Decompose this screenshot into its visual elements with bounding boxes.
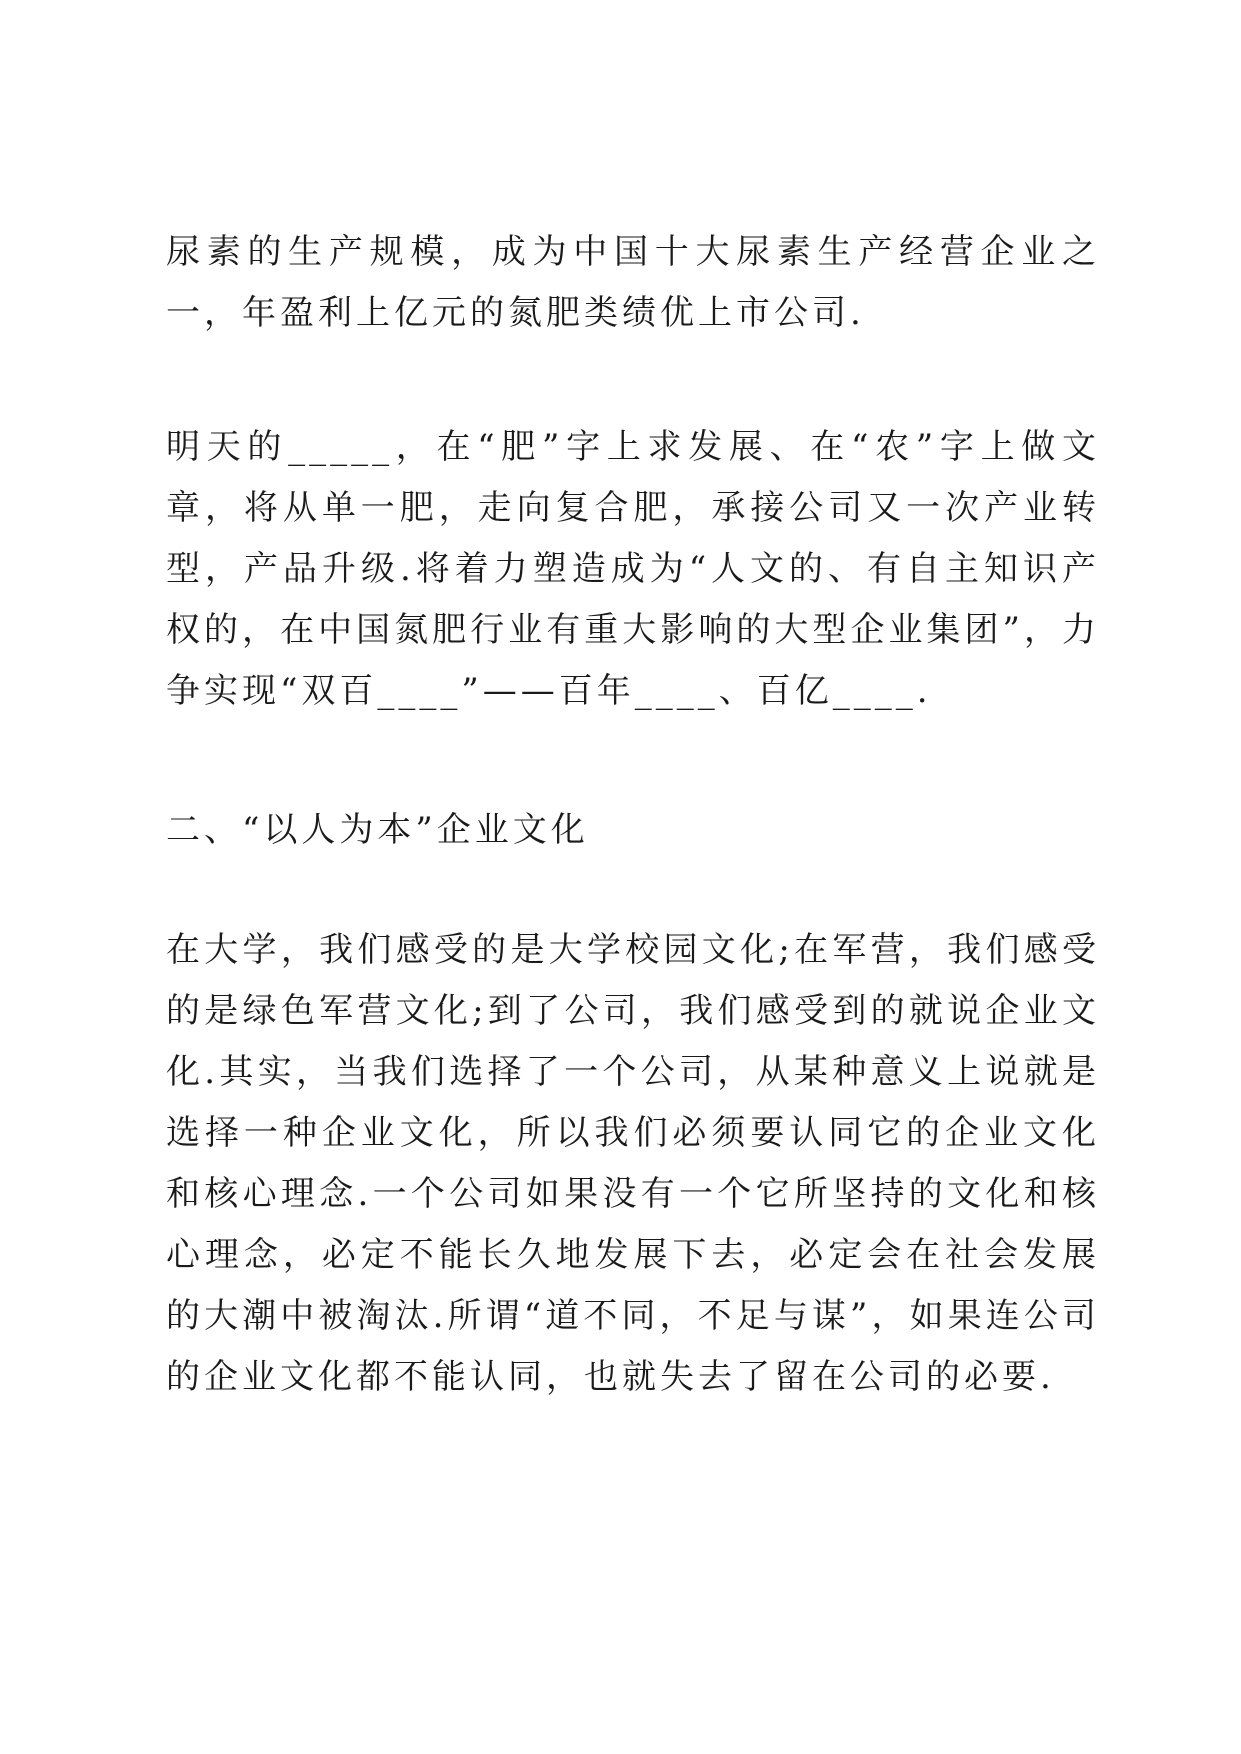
paragraph-future-development: 明天的_____，在“肥”字上求发展、在“农”字上做文章，将从单一肥，走向复合肥，承接公司又一次产业转型，产品升级.将着力塑造成为“人文的、有自主知识产权的，在中国氮肥行业有重大影响的大型企业集团”，力争实现“双百____”——百年____、百亿____. xyxy=(166,427,1100,711)
paragraph-urea-production: 尿素的生产规模，成为中国十大尿素生产经营企业之一，年盈利上亿元的氮肥类绩优上市公司. xyxy=(166,232,1100,333)
paragraph-corporate-culture: 在大学，我们感受的是大学校园文化;在军营，我们感受的是绿色军营文化;到了公司，我们感受到的就说企业文化.其实，当我们选择了一个公司，从某种意义上说就是选择一种企业文化，所以我们必须要认同它的企业文化和核心理念.一个公司如果没有一个它所坚持的文化和核心理念，必定不能长久地发展下去，必定会在社会发展的大潮中被淘汰.所谓“道不同，不足与谋”，如果连公司的企业文化都不能认同，也就失去了留在公司的必要. xyxy=(166,930,1100,1397)
section-heading-people-oriented-culture: 二、“以人为本”企业文化 xyxy=(166,810,589,850)
